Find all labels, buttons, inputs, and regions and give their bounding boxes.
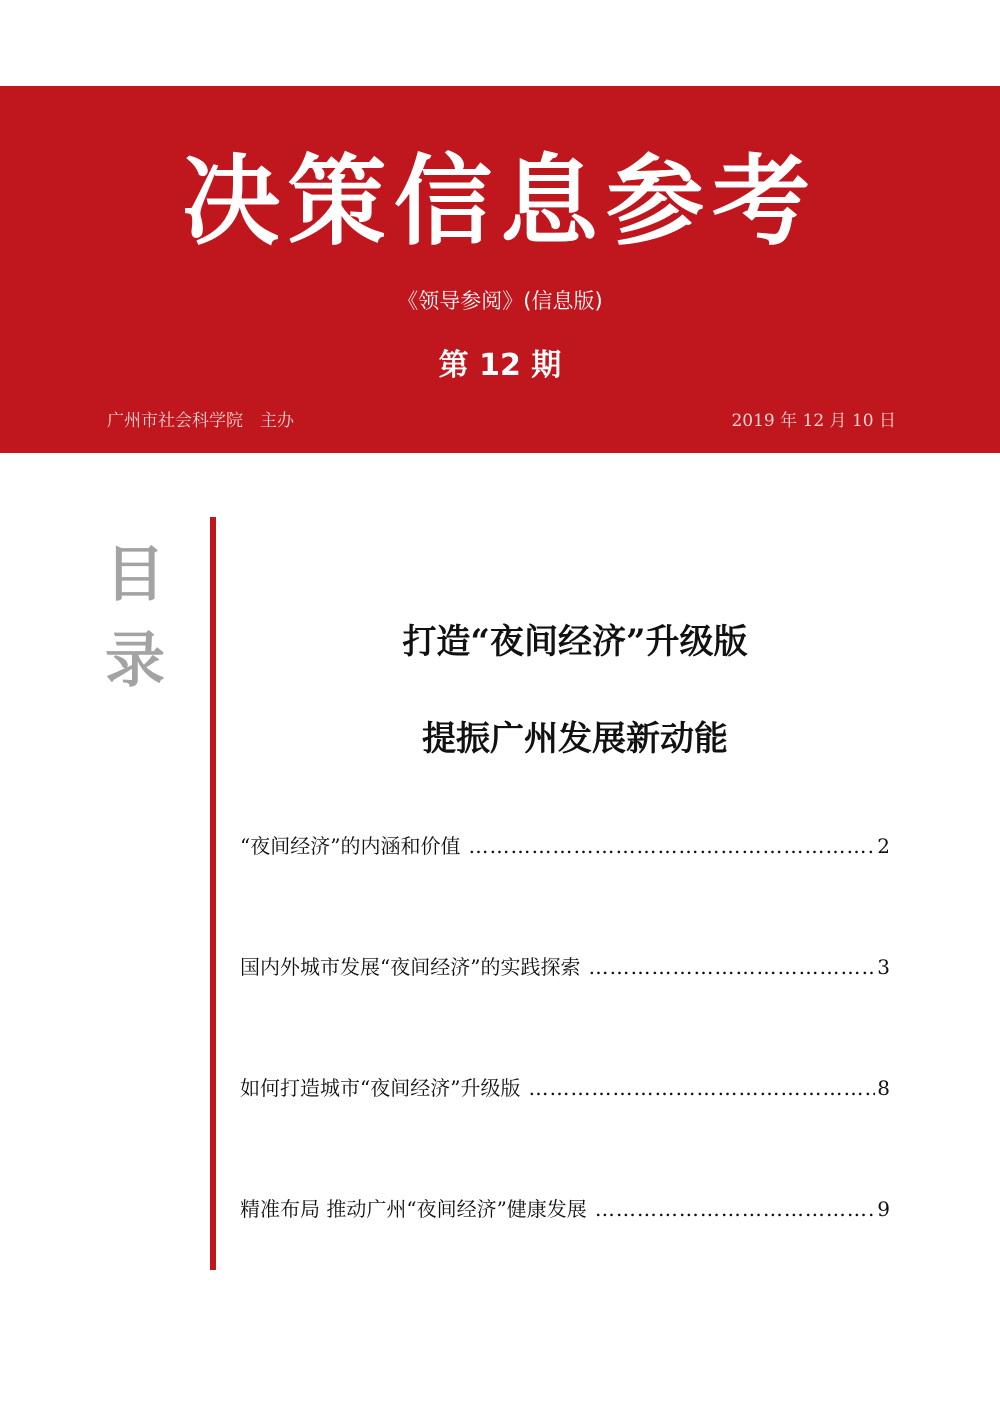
toc-entry-page: 9 [877, 1197, 890, 1221]
toc-entry[interactable] [240, 1072, 890, 1101]
toc-entry-page: 3 [877, 955, 890, 979]
masthead-subtitle: 《领导参阅》(信息版) [397, 289, 603, 313]
headline-line-1: 打造“夜间经济”升级版 [402, 622, 748, 662]
toc-entry-page: 2 [877, 834, 890, 858]
toc-entry-title: 精准布局 推动广州“夜间经济”健康发展 [240, 1197, 587, 1221]
toc-entry[interactable] [240, 830, 890, 859]
toc-dot-leader [528, 1076, 875, 1100]
toc-entry-page: 8 [877, 1076, 890, 1100]
toc-entry[interactable] [240, 1193, 890, 1222]
toc-label-top: 目 [105, 540, 165, 610]
publication-date: 2019 年 12 月 10 日 [731, 411, 896, 431]
toc-entry-title: 如何打造城市“夜间经济”升级版 [240, 1076, 521, 1100]
toc-label-bottom: 录 [105, 626, 165, 696]
issue-number: 第 12 期 [438, 348, 562, 383]
masthead-banner [0, 86, 1000, 453]
headline-line-2: 提振广州发展新动能 [422, 719, 728, 759]
toc-dot-leader [468, 834, 875, 858]
toc-dot-leader [588, 955, 875, 979]
vertical-divider [210, 517, 216, 1270]
toc-entry[interactable] [240, 951, 890, 980]
toc-label [100, 532, 170, 704]
toc-dot-leader [595, 1197, 875, 1221]
sponsor-text: 广州市社会科学院 主办 [107, 411, 294, 431]
masthead-title: 决策信息参考 [181, 144, 818, 259]
toc-entry-title: “夜间经济”的内涵和价值 [240, 834, 461, 858]
toc-entry-title: 国内外城市发展“夜间经济”的实践探索 [240, 955, 581, 979]
